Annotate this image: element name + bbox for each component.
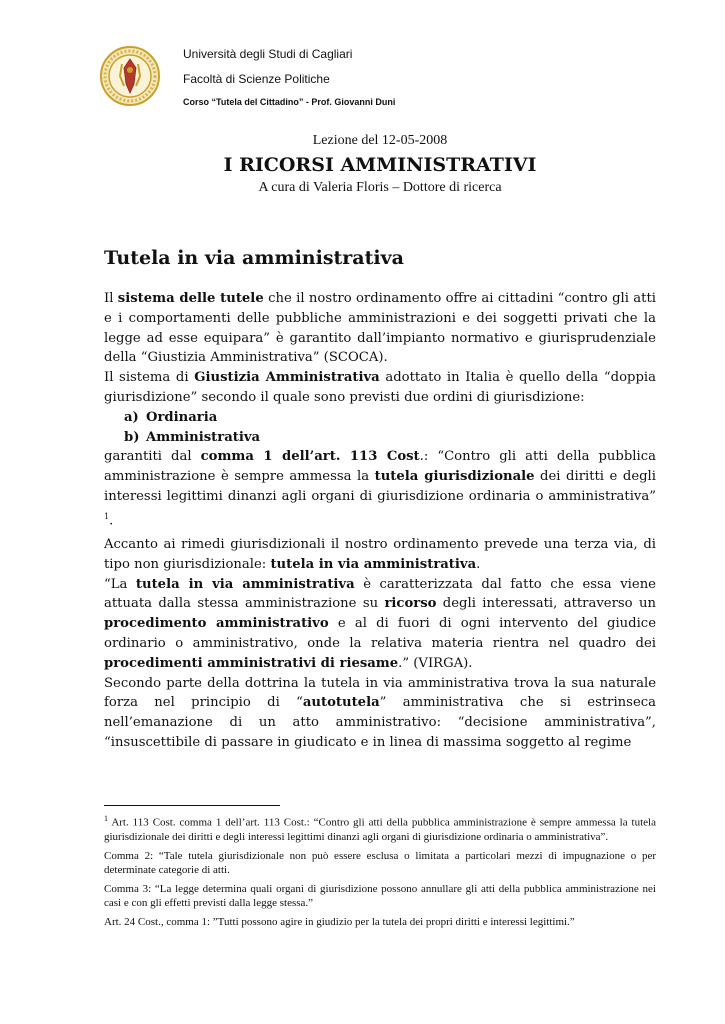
footnotes xyxy=(104,812,656,933)
document-author: A cura di Valeria Floris – Dottore di ricerca xyxy=(258,180,502,195)
header-university: Università degli Studi di Cagliari xyxy=(183,47,353,61)
section-heading: Tutela in via amministrativa xyxy=(104,247,404,269)
footnote-comma-2: Comma 2: “Tale tutela giurisdizionale non può essere esclusa o limitata a particolari mezzi di impugnazione o per determinate categorie di atti. xyxy=(104,849,656,877)
list-item: b) Amministrativa xyxy=(124,429,261,445)
paragraph-virga: “La tutela in via amministrativa è caratterizzata dal fatto che essa viene attuata dalla stessa amministrazione su ricorso degli interessati, attraverso un procedimento amministrativo e al di fuori di ogni intervento del giudice ordinario o amministrativo, onde la relativa materia rientra nel quadro dei procedimenti amministrativi di riesame.” (VIRGA). xyxy=(104,576,657,671)
body-block-1 xyxy=(104,289,656,531)
footnote-ref: 1 xyxy=(104,511,110,521)
footnote-divider xyxy=(104,805,280,806)
paragraph-sistema-tutele: Il sistema delle tutele che il nostro ordinamento offre ai cittadini “contro gli atti e i comportamenti delle pubbliche amministrazioni e dei soggetti privati che la legge ad esse equipara” è garantito dall’impianto normativo e giurisprudenziale della “Giustizia Amministrativa” (SCOCA). xyxy=(104,291,656,366)
document-title: I RICORSI AMMINISTRATIVI xyxy=(223,154,537,176)
header-course: Corso “Tutela del Cittadino” - Prof. Giovanni Duni xyxy=(183,97,396,107)
paragraph-giustizia-amministrativa: Il sistema di Giustizia Amministrativa adottato in Italia è quello della “doppia giurisdizione” secondo il quale sono previsti due ordini di giurisdizione: xyxy=(104,370,657,405)
body-block-2 xyxy=(104,535,656,753)
university-seal-logo xyxy=(100,46,160,106)
footnote-comma-3: Comma 3: “La legge determina quali organi di giurisdizione possono annullare gli atti della pubblica amministrazione nei casi e con gli effetti previsti dalla legge stessa.” xyxy=(104,882,656,910)
paragraph-art-113: garantiti dal comma 1 dell’art. 113 Cost.: “Contro gli atti della pubblica amministrazione è sempre ammessa la tutela giurisdizionale dei diritti e degli interessi legittimi dinanzi agli organi di giurisdizione ordinaria o amministrativa” $^1$. xyxy=(104,449,656,529)
lesson-date: Lezione del 12-05-2008 xyxy=(312,133,448,148)
list-item: a) Ordinaria xyxy=(124,409,218,425)
jurisdiction-list xyxy=(124,408,656,448)
paragraph-terza-via: Accanto ai rimedi giurisdizionali il nostro ordinamento prevede una terza via, di tipo non giurisdizionale: tutela in via amministrativa. xyxy=(104,537,656,572)
paragraph-autotutela: Secondo parte della dottrina la tutela in via amministrativa trova la sua naturale forza nel principio di “autotutela” amministrativa che si estrinseca nell’emanazione di un atto amministrativo: “decisione amministrativa”, “insuscettibile di passare in giudicato e in linea di massima soggetto al regime xyxy=(104,675,656,750)
footnote-art-24: Art. 24 Cost., comma 1: ”Tutti possono agire in giudizio per la tutela dei propri diritti e interessi legittimi.” xyxy=(104,915,575,928)
footnote-1: $^1$ Art. 113 Cost. comma 1 dell’art. 113 Cost.: “Contro gli atti della pubblica amministrazione è sempre ammessa la tutela giurisdizionale dei diritti e degli interessi legittimi dinanzi agli organi di giurisdizione ordinaria o amministrativa”. xyxy=(104,814,656,844)
header-faculty: Facoltà di Scienze Politiche xyxy=(183,72,330,86)
